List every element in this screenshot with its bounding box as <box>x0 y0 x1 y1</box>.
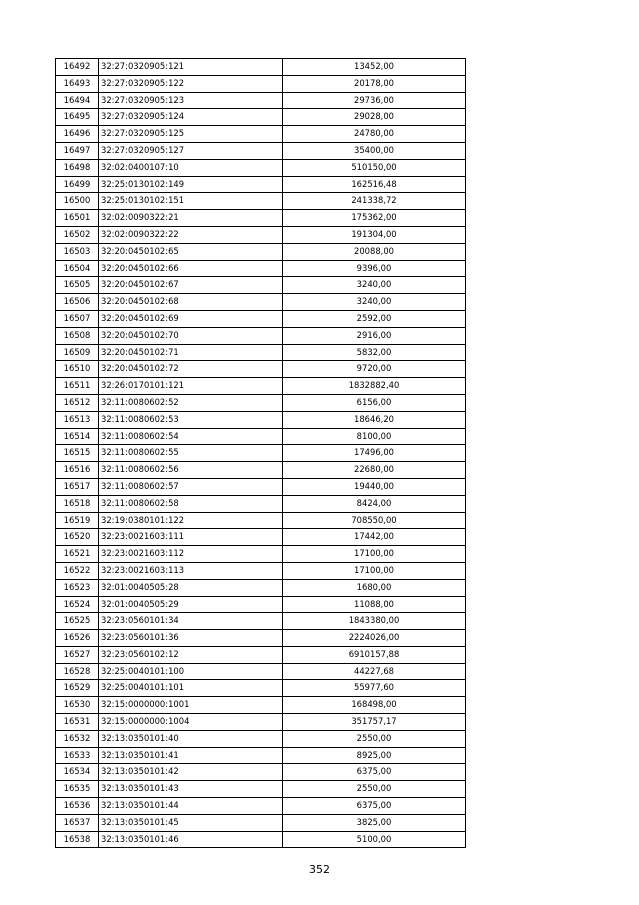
cadastral-number-cell: 32:11:0080602:53 <box>99 411 283 428</box>
table-row <box>56 210 466 227</box>
row-number-cell: 16500 <box>56 193 99 210</box>
row-number-cell: 16535 <box>56 781 99 798</box>
row-number-cell: 16517 <box>56 478 99 495</box>
cadastral-number-cell: 32:27:0320905:122 <box>99 75 283 92</box>
value-cell: 1680,00 <box>283 579 466 596</box>
value-cell: 510150,00 <box>283 159 466 176</box>
value-cell: 20178,00 <box>283 75 466 92</box>
row-number-cell: 16505 <box>56 277 99 294</box>
table-row <box>56 562 466 579</box>
records-sheet <box>55 58 466 848</box>
cadastral-number-cell: 32:23:0560101:34 <box>99 613 283 630</box>
row-number-cell: 16504 <box>56 260 99 277</box>
value-cell: 18646,20 <box>283 411 466 428</box>
table-row <box>56 327 466 344</box>
row-number-cell: 16513 <box>56 411 99 428</box>
value-cell: 22680,00 <box>283 462 466 479</box>
row-number-cell: 16499 <box>56 176 99 193</box>
row-number-cell: 16502 <box>56 226 99 243</box>
value-cell: 162516,48 <box>283 176 466 193</box>
table-row <box>56 764 466 781</box>
row-number-cell: 16512 <box>56 394 99 411</box>
table-row <box>56 294 466 311</box>
cadastral-number-cell: 32:25:0040101:101 <box>99 680 283 697</box>
table-row <box>56 411 466 428</box>
row-number-cell: 16521 <box>56 546 99 563</box>
value-cell: 20088,00 <box>283 243 466 260</box>
table-row <box>56 193 466 210</box>
row-number-cell: 16538 <box>56 831 99 848</box>
row-number-cell: 16501 <box>56 210 99 227</box>
value-cell: 17442,00 <box>283 529 466 546</box>
row-number-cell: 16496 <box>56 126 99 143</box>
row-number-cell: 16531 <box>56 714 99 731</box>
table-row <box>56 512 466 529</box>
cadastral-number-cell: 32:13:0350101:41 <box>99 747 283 764</box>
table-row <box>56 680 466 697</box>
value-cell: 168498,00 <box>283 697 466 714</box>
table-row <box>56 428 466 445</box>
row-number-cell: 16514 <box>56 428 99 445</box>
table-row <box>56 75 466 92</box>
table-row <box>56 478 466 495</box>
table-row <box>56 126 466 143</box>
row-number-cell: 16532 <box>56 730 99 747</box>
cadastral-number-cell: 32:23:0021603:112 <box>99 546 283 563</box>
cadastral-number-cell: 32:20:0450102:71 <box>99 344 283 361</box>
cadastral-number-cell: 32:11:0080602:54 <box>99 428 283 445</box>
table-row <box>56 798 466 815</box>
cadastral-number-cell: 32:20:0450102:69 <box>99 310 283 327</box>
row-number-cell: 16503 <box>56 243 99 260</box>
table-row <box>56 226 466 243</box>
table-row <box>56 109 466 126</box>
value-cell: 6375,00 <box>283 798 466 815</box>
value-cell: 9720,00 <box>283 361 466 378</box>
value-cell: 351757,17 <box>283 714 466 731</box>
cadastral-number-cell: 32:27:0320905:125 <box>99 126 283 143</box>
cadastral-number-cell: 32:25:0040101:100 <box>99 663 283 680</box>
table-row <box>56 277 466 294</box>
value-cell: 8100,00 <box>283 428 466 445</box>
value-cell: 29736,00 <box>283 92 466 109</box>
row-number-cell: 16509 <box>56 344 99 361</box>
value-cell: 708550,00 <box>283 512 466 529</box>
row-number-cell: 16516 <box>56 462 99 479</box>
cadastral-number-cell: 32:02:0090322:22 <box>99 226 283 243</box>
cadastral-number-cell: 32:20:0450102:67 <box>99 277 283 294</box>
cadastral-number-cell: 32:01:0040505:28 <box>99 579 283 596</box>
table-row <box>56 596 466 613</box>
table-row <box>56 546 466 563</box>
value-cell: 6375,00 <box>283 764 466 781</box>
row-number-cell: 16511 <box>56 378 99 395</box>
value-cell: 2224026,00 <box>283 630 466 647</box>
table-row <box>56 159 466 176</box>
table-row <box>56 462 466 479</box>
cadastral-number-cell: 32:13:0350101:44 <box>99 798 283 815</box>
cadastral-number-cell: 32:11:0080602:56 <box>99 462 283 479</box>
value-cell: 2550,00 <box>283 781 466 798</box>
table-row <box>56 714 466 731</box>
table-row <box>56 310 466 327</box>
table-row <box>56 529 466 546</box>
row-number-cell: 16508 <box>56 327 99 344</box>
cadastral-number-cell: 32:11:0080602:58 <box>99 495 283 512</box>
row-number-cell: 16497 <box>56 142 99 159</box>
value-cell: 35400,00 <box>283 142 466 159</box>
cadastral-number-cell: 32:20:0450102:70 <box>99 327 283 344</box>
table-row <box>56 445 466 462</box>
row-number-cell: 16524 <box>56 596 99 613</box>
value-cell: 17100,00 <box>283 562 466 579</box>
value-cell: 11088,00 <box>283 596 466 613</box>
row-number-cell: 16528 <box>56 663 99 680</box>
row-number-cell: 16527 <box>56 646 99 663</box>
row-number-cell: 16498 <box>56 159 99 176</box>
table-row <box>56 697 466 714</box>
value-cell: 13452,00 <box>283 59 466 76</box>
value-cell: 3240,00 <box>283 294 466 311</box>
value-cell: 191304,00 <box>283 226 466 243</box>
cadastral-number-cell: 32:27:0320905:123 <box>99 92 283 109</box>
value-cell: 2916,00 <box>283 327 466 344</box>
row-number-cell: 16520 <box>56 529 99 546</box>
table-row <box>56 378 466 395</box>
value-cell: 2592,00 <box>283 310 466 327</box>
value-cell: 8925,00 <box>283 747 466 764</box>
cadastral-number-cell: 32:20:0450102:72 <box>99 361 283 378</box>
value-cell: 17100,00 <box>283 546 466 563</box>
cadastral-number-cell: 32:02:0400107:10 <box>99 159 283 176</box>
value-cell: 1832882,40 <box>283 378 466 395</box>
cadastral-number-cell: 32:27:0320905:124 <box>99 109 283 126</box>
value-cell: 8424,00 <box>283 495 466 512</box>
value-cell: 5100,00 <box>283 831 466 848</box>
row-number-cell: 16523 <box>56 579 99 596</box>
value-cell: 241338,72 <box>283 193 466 210</box>
table-row <box>56 92 466 109</box>
value-cell: 6910157,88 <box>283 646 466 663</box>
value-cell: 1843380,00 <box>283 613 466 630</box>
cadastral-number-cell: 32:13:0350101:45 <box>99 814 283 831</box>
table-row <box>56 59 466 76</box>
table-row <box>56 831 466 848</box>
cadastral-number-cell: 32:02:0090322:21 <box>99 210 283 227</box>
table-body <box>56 59 466 848</box>
cadastral-number-cell: 32:15:0000000:1001 <box>99 697 283 714</box>
table-row <box>56 781 466 798</box>
row-number-cell: 16515 <box>56 445 99 462</box>
row-number-cell: 16494 <box>56 92 99 109</box>
value-cell: 44227,68 <box>283 663 466 680</box>
row-number-cell: 16518 <box>56 495 99 512</box>
value-cell: 55977,60 <box>283 680 466 697</box>
cadastral-number-cell: 32:13:0350101:43 <box>99 781 283 798</box>
cadastral-number-cell: 32:20:0450102:66 <box>99 260 283 277</box>
table-row <box>56 730 466 747</box>
value-cell: 5832,00 <box>283 344 466 361</box>
row-number-cell: 16530 <box>56 697 99 714</box>
cadastral-number-cell: 32:19:0380101:122 <box>99 512 283 529</box>
value-cell: 17496,00 <box>283 445 466 462</box>
value-cell: 2550,00 <box>283 730 466 747</box>
table-row <box>56 361 466 378</box>
table-row <box>56 344 466 361</box>
row-number-cell: 16506 <box>56 294 99 311</box>
value-cell: 6156,00 <box>283 394 466 411</box>
table-row <box>56 579 466 596</box>
cadastral-value-table <box>55 58 466 848</box>
cadastral-number-cell: 32:13:0350101:46 <box>99 831 283 848</box>
table-row <box>56 613 466 630</box>
row-number-cell: 16537 <box>56 814 99 831</box>
cadastral-number-cell: 32:27:0320905:121 <box>99 59 283 76</box>
row-number-cell: 16534 <box>56 764 99 781</box>
value-cell: 3240,00 <box>283 277 466 294</box>
cadastral-number-cell: 32:23:0560101:36 <box>99 630 283 647</box>
row-number-cell: 16522 <box>56 562 99 579</box>
value-cell: 3825,00 <box>283 814 466 831</box>
row-number-cell: 16519 <box>56 512 99 529</box>
row-number-cell: 16495 <box>56 109 99 126</box>
cadastral-number-cell: 32:20:0450102:68 <box>99 294 283 311</box>
table-row <box>56 243 466 260</box>
table-row <box>56 394 466 411</box>
table-row <box>56 260 466 277</box>
table-row <box>56 176 466 193</box>
table-row <box>56 747 466 764</box>
cadastral-number-cell: 32:01:0040505:29 <box>99 596 283 613</box>
row-number-cell: 16525 <box>56 613 99 630</box>
row-number-cell: 16536 <box>56 798 99 815</box>
cadastral-number-cell: 32:23:0021603:113 <box>99 562 283 579</box>
cadastral-number-cell: 32:11:0080602:55 <box>99 445 283 462</box>
table-row <box>56 630 466 647</box>
page-number: 352 <box>309 863 330 876</box>
cadastral-number-cell: 32:20:0450102:65 <box>99 243 283 260</box>
table-row <box>56 663 466 680</box>
value-cell: 29028,00 <box>283 109 466 126</box>
cadastral-number-cell: 32:13:0350101:40 <box>99 730 283 747</box>
cadastral-number-cell: 32:25:0130102:151 <box>99 193 283 210</box>
row-number-cell: 16492 <box>56 59 99 76</box>
row-number-cell: 16533 <box>56 747 99 764</box>
cadastral-number-cell: 32:11:0080602:57 <box>99 478 283 495</box>
row-number-cell: 16526 <box>56 630 99 647</box>
cadastral-number-cell: 32:23:0560102:12 <box>99 646 283 663</box>
value-cell: 19440,00 <box>283 478 466 495</box>
row-number-cell: 16493 <box>56 75 99 92</box>
value-cell: 24780,00 <box>283 126 466 143</box>
row-number-cell: 16507 <box>56 310 99 327</box>
value-cell: 175362,00 <box>283 210 466 227</box>
value-cell: 9396,00 <box>283 260 466 277</box>
row-number-cell: 16510 <box>56 361 99 378</box>
table-row <box>56 814 466 831</box>
cadastral-number-cell: 32:26:0170101:121 <box>99 378 283 395</box>
cadastral-number-cell: 32:11:0080602:52 <box>99 394 283 411</box>
table-row <box>56 495 466 512</box>
table-row <box>56 646 466 663</box>
cadastral-number-cell: 32:25:0130102:149 <box>99 176 283 193</box>
table-row <box>56 142 466 159</box>
cadastral-number-cell: 32:15:0000000:1004 <box>99 714 283 731</box>
cadastral-number-cell: 32:23:0021603:111 <box>99 529 283 546</box>
row-number-cell: 16529 <box>56 680 99 697</box>
cadastral-number-cell: 32:27:0320905:127 <box>99 142 283 159</box>
cadastral-number-cell: 32:13:0350101:42 <box>99 764 283 781</box>
